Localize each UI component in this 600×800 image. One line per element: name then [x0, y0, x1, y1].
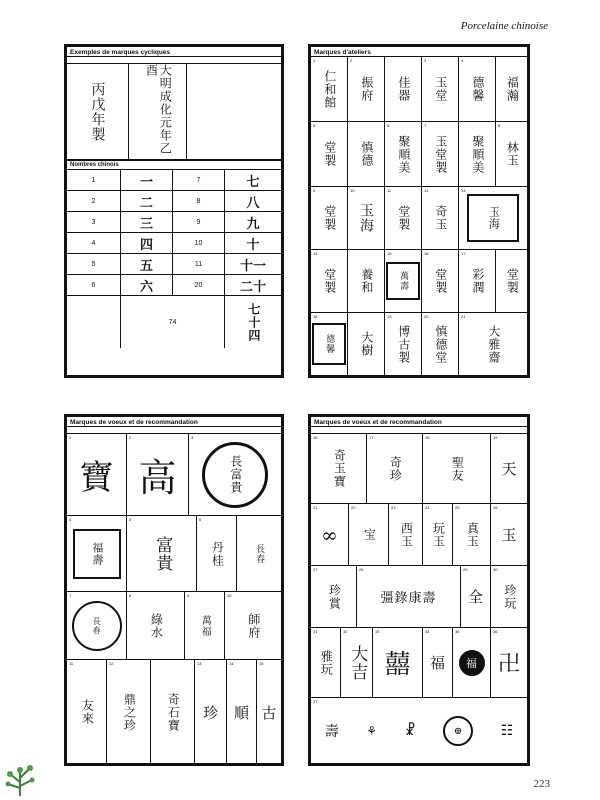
num-arabic: 1	[67, 170, 121, 191]
mark: 聖友	[450, 455, 465, 482]
panel-title: Marques de voeux et de recommandation	[67, 417, 281, 427]
decorative-plant-icon	[2, 752, 38, 796]
num-arabic: 3	[67, 212, 121, 233]
mark: 彊錄康壽	[380, 591, 437, 606]
num-chinese: 九	[225, 212, 281, 233]
mark: 大樹	[359, 331, 374, 357]
mark: 玉	[501, 526, 517, 544]
num-arabic: 20	[173, 275, 225, 296]
seal-mark: 玉海	[487, 206, 501, 230]
num-arabic: 11	[173, 254, 225, 275]
mark: 堂製	[322, 205, 337, 231]
mark: 長春	[254, 543, 265, 564]
mark: 福	[429, 654, 445, 672]
running-header: Porcelaine chinoise	[460, 20, 548, 32]
mark: 大吉	[347, 644, 368, 681]
mark: 雅玩	[319, 649, 334, 676]
mark: 慎德	[359, 141, 374, 167]
mark: 珍賞	[327, 583, 342, 610]
num-arabic: 74	[121, 296, 225, 348]
num-arabic: 6	[67, 275, 121, 296]
mark: 高	[138, 456, 177, 500]
mark: ☧	[404, 723, 416, 739]
panel-title: Exemples de marques cycliques	[67, 47, 281, 57]
num-chinese: 六	[121, 275, 173, 296]
mark: 堂製	[433, 268, 448, 294]
num-chinese: 二十	[225, 275, 281, 296]
mark: 福瀚	[505, 76, 520, 102]
mark: 順	[233, 703, 249, 722]
mark: 振府	[359, 76, 374, 102]
panel-title: Marques d'ateliers	[311, 47, 527, 57]
mark: 寶	[79, 458, 114, 498]
mark: 養和	[359, 268, 374, 294]
mark: 堂製	[322, 268, 337, 294]
num-chinese: 五	[121, 254, 173, 275]
mark: 囍	[384, 650, 411, 680]
mark: 友來	[80, 699, 95, 725]
mark: 聚順美	[396, 134, 411, 174]
num-arabic: 7	[173, 170, 225, 191]
mark: 仁和館	[322, 69, 337, 109]
mark: 富貴	[152, 535, 173, 572]
num-chinese: 一	[121, 170, 173, 191]
num-chinese: 四	[121, 233, 173, 254]
panel-wishes-right: Marques de voeux et de recommandation 16 奇玉寶 17 奇珍 18 聖友 19 天 21 ∞ 22 宝 23 西玉 24 玩玉 25 真玉 26 玉 27 珍賞 28 彊錄康壽 29 全 30 珍玩 31 雅玩 32 大吉 33 囍 34 福 35 福 36 卍 37 壽 ⚘ ☧ ⊕ ☷	[308, 414, 530, 766]
mark: 綠水	[149, 612, 164, 639]
mark: 玩玉	[431, 521, 446, 548]
num-arabic: 9	[173, 212, 225, 233]
seal-mark: 德馨	[324, 334, 335, 354]
mark: 玉堂	[433, 76, 448, 102]
num-chinese: 十一	[225, 254, 281, 275]
mark: 古	[261, 703, 277, 722]
num-chinese: 三	[121, 212, 173, 233]
round-mark: ⊕	[443, 716, 473, 746]
mark: 玉海	[358, 203, 375, 233]
num-arabic: 10	[173, 233, 225, 254]
mark: ∞	[321, 522, 338, 547]
mark: 佳器	[396, 76, 411, 102]
mark: ☷	[500, 723, 514, 739]
numbers-table	[67, 170, 281, 380]
mark: 珍	[202, 703, 218, 722]
mark: 慎德堂	[433, 324, 448, 364]
num-arabic: 5	[67, 254, 121, 275]
mark: 堂製	[396, 205, 411, 231]
mark: 奇珍	[388, 455, 403, 482]
mark: 玉堂製	[433, 134, 448, 174]
round-mark: 長春	[92, 616, 102, 635]
mark: 博古製	[396, 324, 411, 364]
panel-workshop-marks: Marques d'ateliers 1 仁和館 2 振府 佳器 3 玉堂 4 德馨 福瀚 5 堂製 慎德 6 聚順美 7 玉堂製 聚順美 8 林玉 9 堂製 10 玉海 11 堂製 12 奇玉 13 玉海 14 堂製 養和 15 萬壽 16 堂製 17 彩潤 堂製 18 德馨 大樹 19 博古製 20 慎德堂 21 大雅齋	[308, 44, 530, 378]
mark: 師府	[246, 612, 261, 639]
mark: 天	[501, 460, 517, 478]
mark: 奇石寶	[166, 692, 181, 732]
panel-cyclical-marks	[64, 44, 284, 378]
mark: 德馨	[470, 76, 485, 102]
num-chinese: 十	[225, 233, 281, 254]
num-chinese: 八	[225, 191, 281, 212]
mark: 奇玉	[433, 205, 448, 231]
cyclical-mark-1: 丙戊年製	[67, 64, 129, 160]
numbers-title: Nombres chinois	[67, 161, 281, 170]
mark: 鼎之珍	[122, 692, 137, 732]
panel-title: Marques de voeux et de recommandation	[311, 417, 527, 427]
seal-mark: 萬壽	[398, 271, 409, 291]
mark: 真玉	[465, 521, 480, 548]
mark: 萬福	[199, 614, 211, 637]
mark: 大雅齋	[486, 324, 501, 364]
page-number: 223	[533, 778, 550, 790]
mark: 彩潤	[470, 268, 485, 294]
num-arabic: 4	[67, 233, 121, 254]
mark: 西玉	[399, 521, 414, 548]
mark: 丹桂	[210, 540, 225, 567]
panel-wishes-left: Marques de voeux et de recommandation 1 寶 2 高 3 長富貴 4 福壽 5 富貴 6 丹桂 長春 7 長春 8 綠水 9 萬福 10 師府 11 友來 12 鼎之珍 奇石寶 13 珍 14 順 15 古	[64, 414, 284, 766]
seal-mark: 福壽	[90, 541, 104, 566]
num-arabic: 8	[173, 191, 225, 212]
mark: 堂製	[505, 268, 520, 294]
mark: 堂製	[322, 141, 337, 167]
mark: 全	[467, 588, 483, 606]
num-chinese: 二	[121, 191, 173, 212]
mark: 壽	[324, 724, 339, 740]
mark: ⚘	[366, 724, 378, 738]
round-mark: 長富貴	[228, 455, 243, 494]
num-chinese: 七	[225, 170, 281, 191]
mark: 珍玩	[502, 583, 517, 610]
round-mark: 福	[466, 656, 477, 670]
num-arabic: 2	[67, 191, 121, 212]
mark: 聚順美	[470, 134, 485, 174]
mark: 奇玉寶	[332, 449, 347, 488]
cyclical-mark-2: 大明成化元年乙酉	[129, 64, 187, 160]
num-chinese: 七十四	[246, 302, 261, 342]
mark: 宝	[362, 528, 377, 541]
mark: 卍	[497, 652, 520, 677]
mark: 林玉	[505, 141, 520, 167]
